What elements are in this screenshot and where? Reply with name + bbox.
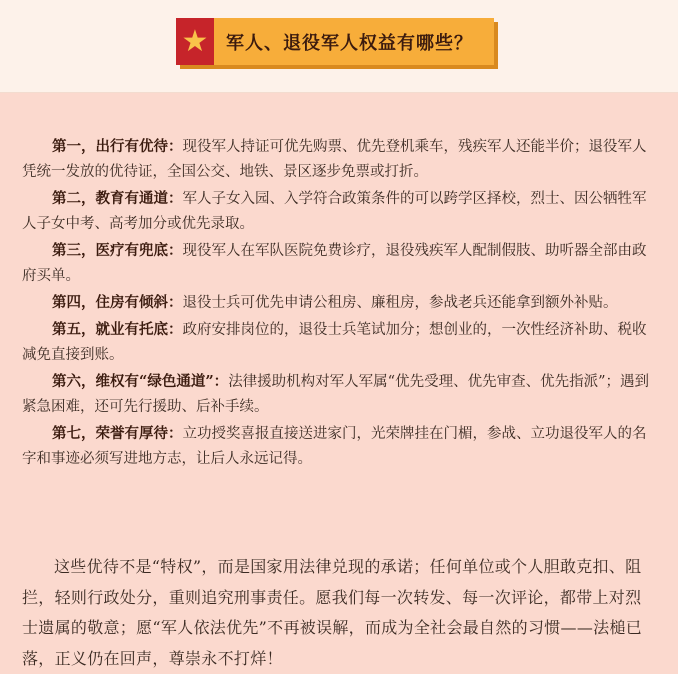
item-heading: 第四，住房有倾斜： [52, 294, 183, 311]
item-heading: 第七，荣誉有厚待： [52, 425, 183, 442]
item-text: 政府安排岗位的，退役士兵笔试加分；想创业的，一次性经济补助、税收减免直接到账。 [22, 322, 647, 363]
item-text: 现役军人持证可优先购票、优先登机乘车，残疾军人还能半价；退役军人凭统一发放的优待证，全国公交、地铁、景区逐步免票或打折。 [22, 139, 647, 180]
item-text: 军人子女入园、入学符合政策条件的可以跨学区择校，烈士、因公牺牲军人子女中考、高考加分或优先录取。 [22, 191, 647, 232]
list-item [22, 134, 656, 185]
item-heading: 第六，维权有“绿色通道”： [52, 373, 229, 390]
banner-title: 军人、退役军人权益有哪些？ [226, 32, 473, 54]
title-banner [176, 18, 494, 65]
item-heading: 第二，教育有通道： [52, 190, 183, 207]
star-icon: ★ [176, 18, 214, 65]
list-item [22, 290, 656, 316]
list-item [22, 317, 656, 368]
header-area [0, 0, 678, 93]
item-text: 立功授奖喜报直接送进家门，光荣牌挂在门楣，参战、立功退役军人的名字和事迹必须写进地方志，让后人永远记得。 [22, 426, 647, 467]
list-item [22, 238, 656, 289]
rights-list [22, 134, 656, 473]
item-heading: 第三，医疗有兜底： [52, 242, 183, 259]
item-heading: 第一，出行有优待： [52, 138, 183, 155]
list-item [22, 369, 656, 420]
list-item [22, 421, 656, 472]
item-text: 法律援助机构对军人军属“优先受理、优先审查、优先指派”；遇到紧急困难，还可先行援助、后补手续。 [22, 374, 650, 415]
list-item [22, 186, 656, 237]
item-text: 退役士兵可优先申请公租房、廉租房，参战老兵还能拿到额外补贴。 [182, 295, 618, 311]
item-text: 现役军人在军队医院免费诊疗，退役残疾军人配制假肢、助听器全部由政府买单。 [22, 243, 647, 284]
closing-paragraph: 这些优待不是“特权”，而是国家用法律兑现的承诺；任何单位或个人胆敢克扣、阻拦，轻则行政处分，重则追究刑事责任。愿我们每一次转发、每一次评论，都带上对烈士遗属的敬意；愿“军人依法优先”不再被误解，而成为全社会最自然的习惯——法槌已落，正义仍在回声，尊崇永不打烊！ [22, 557, 643, 668]
item-heading: 第五，就业有托底： [52, 321, 183, 338]
